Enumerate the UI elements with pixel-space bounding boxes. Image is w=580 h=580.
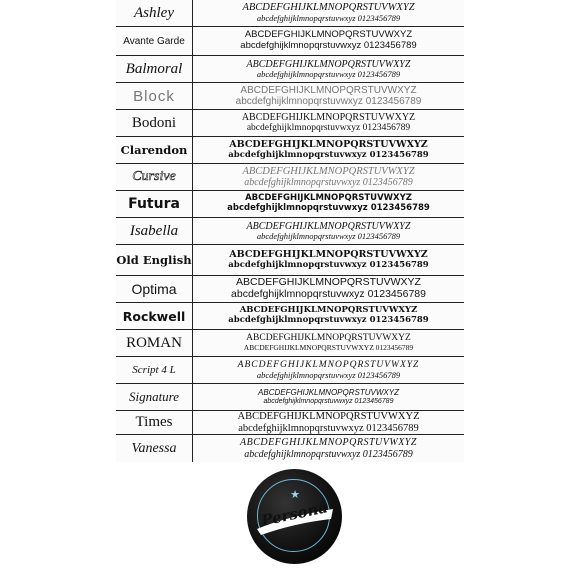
font-name-label: Avante Garde xyxy=(123,35,185,47)
font-sample-vanessa xyxy=(193,435,464,462)
font-sample-clarendon xyxy=(193,137,464,163)
font-sample-upper: ABCDEFGHIJKLMNOPQRSTUVWXYZ xyxy=(241,112,416,124)
font-sample-roman xyxy=(193,330,464,356)
font-sample-upper: ABCDEFGHIJKLMNOPQRSTUVWXYZ xyxy=(246,58,411,70)
font-sample-lower: abcdefghijklmnopqrstuvwxyz 0123456789 xyxy=(263,397,394,405)
font-sample-upper: ABCDEFGHIJKLMNOPQRSTUVWXYZ xyxy=(239,305,418,316)
font-sample-upper: ABCDEFGHIJKLMNOPQRSTUVWXYZ xyxy=(242,2,415,14)
font-name-label: Old English xyxy=(116,253,192,267)
font-sample-upper: ABCDEFGHIJKLMNOPQRSTUVWXYZ xyxy=(229,138,428,150)
font-name-script-4l xyxy=(116,357,193,383)
font-sample-upper: ABCDEFGHIJKLMNOPQRSTUVWXYZ xyxy=(237,359,420,370)
font-sample-lower: abcdefghijklmnopqrstuvwxyz 0123456789 xyxy=(240,40,417,51)
font-row-clarendon xyxy=(116,137,464,164)
font-row-futura xyxy=(116,191,464,218)
font-name-label: Ashley xyxy=(134,4,174,21)
font-row-optima xyxy=(116,276,464,303)
font-sample-lower: abcdefghijklmnopqrstuvwxyz 0123456789 xyxy=(238,422,419,434)
font-name-label: Block xyxy=(133,87,175,105)
font-sample-upper: ABCDEFGHIJKLMNOPQRSTUVWXYZ xyxy=(240,437,417,449)
font-sample-upper: ABCDEFGHIJKLMNOPQRSTUVWXYZ xyxy=(237,411,420,422)
font-row-vanessa xyxy=(116,435,464,462)
font-sample-isabella xyxy=(193,218,464,244)
font-sample-upper: ABCDEFGHIJKLMNOPQRSTUVWXYZ xyxy=(240,84,417,96)
font-sample-upper: ABCDEFGHIJKLMNOPQRSTUVWXYZ xyxy=(236,276,421,289)
font-sample-cursive xyxy=(193,164,464,190)
font-name-block xyxy=(116,83,193,109)
font-name-label: Clarendon xyxy=(120,143,188,157)
font-name-label: ROMAN xyxy=(126,334,182,351)
font-name-futura xyxy=(116,191,193,217)
font-row-block xyxy=(116,83,464,110)
font-sample-upper: ABCDEFGHIJKLMNOPQRSTUVWXYZ xyxy=(242,165,415,177)
font-name-label: Isabella xyxy=(129,222,179,239)
font-sample-optima xyxy=(193,276,464,302)
font-row-isabella xyxy=(116,218,464,245)
font-row-ashley xyxy=(116,0,464,27)
font-sample-rockwell xyxy=(193,303,464,329)
font-name-ashley xyxy=(116,0,193,26)
font-name-label: Signature xyxy=(128,389,180,404)
font-sample-lower: abcdefghijklmnopqrstuvwxyz 0123456789 xyxy=(227,203,430,213)
font-sample-upper: ABCDEFGHIJKLMNOPQRSTUVWXYZ xyxy=(245,193,412,204)
font-sample-lower: abcdefghijklmnopqrstuvwxyz 0123456789 xyxy=(244,448,413,460)
font-name-label: Rockwell xyxy=(122,308,186,324)
font-sample-lower: abcdefghijklmnopqrstuvwxyz 0123456789 xyxy=(228,315,429,325)
font-row-balmoral xyxy=(116,56,464,83)
font-row-script-4l xyxy=(116,357,464,384)
font-sample-lower: abcdefghijklmnopqrstuvwxyz 0123456789 xyxy=(256,68,401,79)
font-name-bodoni xyxy=(116,110,193,136)
font-sample-lower: ABCDEFGHIJKLMNOPQRSTUVWXYZ 0123456789 xyxy=(243,343,414,353)
font-sample-avante-garde xyxy=(193,27,464,55)
font-name-clarendon xyxy=(116,137,193,163)
font-name-label: Cursive xyxy=(132,169,176,184)
font-sample-upper: ABCDEFGHIJKLMNOPQRSTUVWXYZ xyxy=(246,333,411,344)
font-sample-lower: abcdefghijklmnopqrstuvwxyz 0123456789 xyxy=(235,96,422,107)
font-sample-upper: ABCDEFGHIJKLMNOPQRSTUVWXYZ xyxy=(258,387,399,397)
font-row-signature xyxy=(116,384,464,411)
font-sample-upper: ABCDEFGHIJKLMNOPQRSTUVWXYZ xyxy=(246,220,411,232)
font-row-times xyxy=(116,411,464,435)
font-name-label: Vanessa xyxy=(131,440,177,456)
star-icon: ★ xyxy=(290,488,300,501)
font-name-rockwell xyxy=(116,303,193,329)
font-row-cursive xyxy=(116,164,464,191)
font-name-roman xyxy=(116,330,193,356)
font-sample-lower: abcdefghijklmnopqrstuvwxyz 0123456789 xyxy=(246,123,411,134)
font-name-label: Times xyxy=(135,414,173,430)
font-name-cursive xyxy=(116,164,193,190)
font-sample-lower: abcdefghijklmnopqrstuvwxyz 0123456789 xyxy=(256,369,401,380)
font-row-bodoni xyxy=(116,110,464,137)
font-name-signature xyxy=(116,384,193,410)
font-sample-lower: abcdefghijklmnopqrstuvwxyz 0123456789 xyxy=(228,149,429,160)
font-row-avante-garde xyxy=(116,27,464,56)
font-sample-old-english xyxy=(193,245,464,275)
font-name-label: Balmoral xyxy=(125,60,183,77)
font-name-avante-garde xyxy=(116,27,193,55)
font-sample-lower: abcdefghijklmnopqrstuvwxyz 0123456789 xyxy=(228,259,429,270)
font-row-roman xyxy=(116,330,464,357)
font-sample-lower: abcdefghijklmnopqrstuvwxyz 0123456789 xyxy=(244,177,413,189)
font-name-label: Bodoni xyxy=(131,114,177,131)
font-name-balmoral xyxy=(116,56,193,82)
font-name-optima xyxy=(116,276,193,302)
font-name-label: Optima xyxy=(131,281,177,297)
font-sample-sheet xyxy=(116,0,464,462)
font-sample-ashley xyxy=(193,0,464,26)
font-sample-upper: ABCDEFGHIJKLMNOPQRSTUVWXYZ xyxy=(244,29,413,41)
font-sample-block xyxy=(193,83,464,109)
font-name-label: Script 4 L xyxy=(132,364,176,376)
brand-logo xyxy=(247,469,342,564)
font-name-isabella xyxy=(116,218,193,244)
font-name-vanessa xyxy=(116,435,193,462)
font-name-times xyxy=(116,411,193,434)
font-row-old-english xyxy=(116,245,464,276)
font-sample-balmoral xyxy=(193,56,464,82)
font-sample-futura xyxy=(193,191,464,217)
font-sample-upper: ABCDEFGHIJKLMNOPQRSTUVWXYZ xyxy=(229,248,428,260)
font-name-label: Futura xyxy=(128,196,180,212)
font-sample-signature xyxy=(193,384,464,410)
font-name-old-english xyxy=(116,245,193,275)
font-sample-bodoni xyxy=(193,110,464,136)
font-sample-times xyxy=(193,411,464,434)
logo-text: Personá xyxy=(259,498,330,530)
font-row-rockwell xyxy=(116,303,464,330)
font-sample-lower: abcdefghijklmnopqrstuvwxyz 0123456789 xyxy=(256,230,401,241)
font-sample-lower: abcdefghijklmnopqrstuvwxyz 0123456789 xyxy=(231,288,426,300)
font-sample-lower: abcdefghijklmnopqrstuvwxyz 0123456789 xyxy=(256,13,401,24)
font-sample-script-4l xyxy=(193,357,464,383)
